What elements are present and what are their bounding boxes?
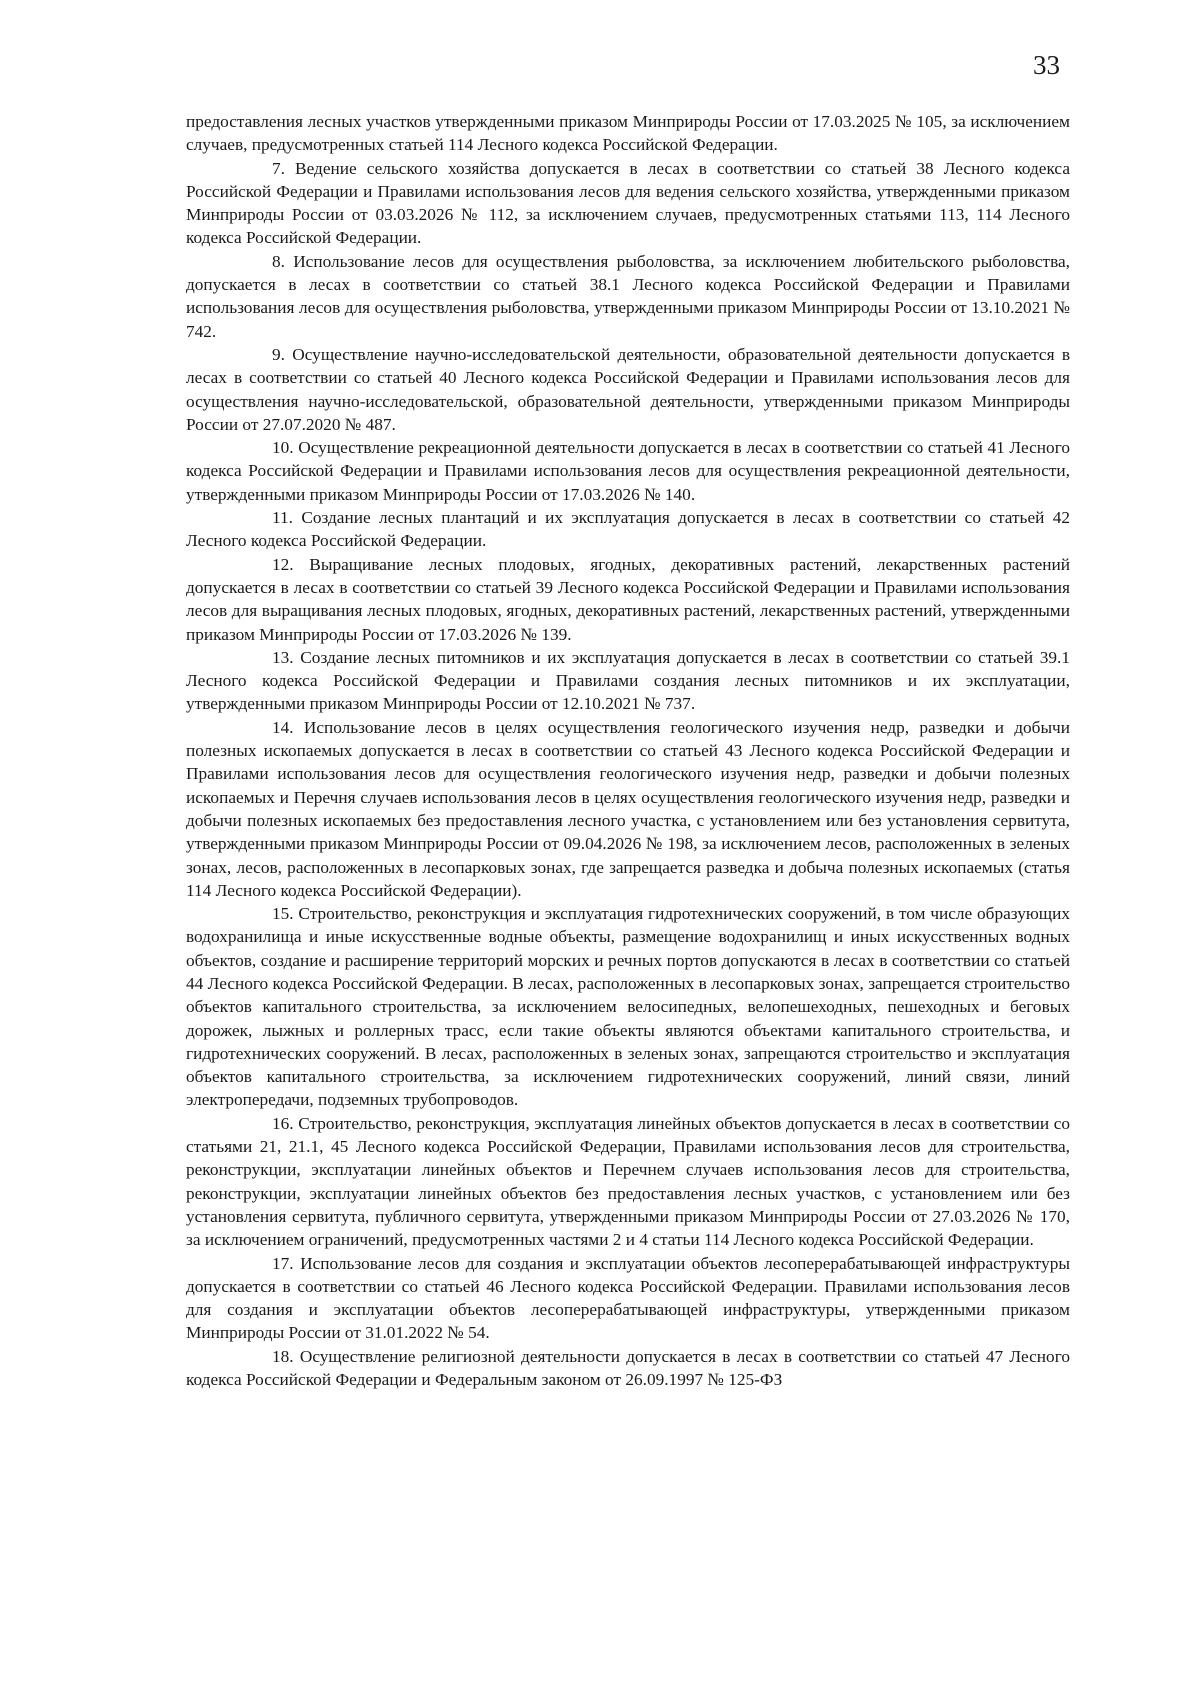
paragraph-18: 18. Осуществление религиозной деятельности допускается в лесах в соответствии со статьей 47 Лесного кодекса Российской Федерации и Федеральным законом от 26.09.1997 № 125-ФЗ <box>186 1346 1070 1390</box>
paragraph-9: 9. Осуществление научно-исследовательской деятельности, образовательной деятельности допускается в лесах в соответствии со статьей 40 Лесного кодекса Российской Федерации и Правилами использования лесов для осуществления научно-исследовательской, образовательной деятельности, утвержденными приказом Минприроды России от 27.07.2020 № 487. <box>186 344 1070 434</box>
document-body <box>186 110 1070 1391</box>
paragraph-15: 15. Строительство, реконструкция и эксплуатация гидротехнических сооружений, в том числе образующих водохранилища и иные искусственные водные объекты, размещение водохранилищ и иных искусственных водных объектов, создание и расширение территорий морских и речных портов допускаются в лесах в соответствии со статьей 44 Лесного кодекса Российской Федерации. В лесах, расположенных в лесопарковых зонах, запрещается строительство объектов капитального строительства, за исключением велосипедных, велопешеходных, пешеходных и беговых дорожек, лыжных и роллерных трасс, если такие объекты являются объектами капитального строительства, и гидротехнических сооружений. В лесах, расположенных в зеленых зонах, запрещаются строительство и эксплуатация объектов капитального строительства, за исключением гидротехнических сооружений, линий связи, линий электропередачи, подземных трубопроводов. <box>186 904 1070 1110</box>
paragraph-16: 16. Строительство, реконструкция, эксплуатация линейных объектов допускается в лесах в соответствии со статьями 21, 21.1, 45 Лесного кодекса Российской Федерации, Правилами использования лесов для строительства, реконструкции, эксплуатации линейных объектов и Перечнем случаев использования лесов для строительства, реконструкции, эксплуатации линейных объектов без предоставления лесных участков, с установлением или без установления сервитута, публичного сервитута, утвержденными приказом Минприроды России от 27.03.2026 № 170, за исключением ограничений, предусмотренных частями 2 и 4 статьи 114 Лесного кодекса Российской Федерации. <box>186 1113 1070 1250</box>
page-number: 33 <box>1033 50 1060 80</box>
paragraph-10: 10. Осуществление рекреационной деятельности допускается в лесах в соответствии со статьей 41 Лесного кодекса Российской Федерации и Правилами использования лесов для осуществления рекреационной деятельности, утвержденными приказом Минприроды России от 17.03.2026 № 140. <box>186 438 1070 504</box>
paragraph-11: 11. Создание лесных плантаций и их эксплуатация допускается в лесах в соответствии со статьей 42 Лесного кодекса Российской Федерации. <box>186 508 1070 551</box>
paragraph-17: 17. Использование лесов для создания и эксплуатации объектов лесоперерабатывающей инфраструктуры допускается в соответствии со статьей 46 Лесного кодекса Российской Федерации. Правилами использования лесов для создания и эксплуатации объектов лесоперерабатывающей инфраструктуры, утвержденными приказом Минприроды России от 31.01.2022 № 54. <box>186 1253 1070 1343</box>
paragraph-14: 14. Использование лесов в целях осуществления геологического изучения недр, разведки и добычи полезных ископаемых допускается в лесах в соответствии со статьей 43 Лесного кодекса Российской Федерации и Правилами использования лесов для осуществления геологического изучения недр, разведки и добычи полезных ископаемых и Перечня случаев использования лесов в целях осуществления геологического изучения недр, разведки и добычи полезных ископаемых без предоставления лесного участка, с установлением или без установления сервитута, утвержденными приказом Минприроды России от 09.04.2026 № 198, за исключением лесов, расположенных в зеленых зонах, лесов, расположенных в лесопарковых зонах, где запрещается разведка и добыча полезных ископаемых (статья 114 Лесного кодекса Российской Федерации). <box>186 717 1070 900</box>
paragraph-continuation: предоставления лесных участков утвержденными приказом Минприроды России от 17.03.2025 № 105, за исключением случаев, предусмотренных статьей 114 Лесного кодекса Российской Федерации. <box>186 112 1070 155</box>
paragraph-13: 13. Создание лесных питомников и их эксплуатация допускается в лесах в соответствии со статьей 39.1 Лесного кодекса Российской Федерации и Правилами создания лесных питомников и их эксплуатации, утвержденными приказом Минприроды России от 12.10.2021 № 737. <box>186 647 1070 714</box>
paragraph-8: 8. Использование лесов для осуществления рыболовства, за исключением любительского рыболовства, допускается в лесах в соответствии со статьей 38.1 Лесного кодекса Российской Федерации и Правилами использования лесов для осуществления рыболовства, утвержденными приказом Минприроды России от 13.10.2021 № 742. <box>186 251 1070 341</box>
paragraph-12: 12. Выращивание лесных плодовых, ягодных, декоративных растений, лекарственных растений допускается в лесах в соответствии со статьей 39 Лесного кодекса Российской Федерации и Правилами использования лесов для выращивания лесных плодовых, ягодных, декоративных растений, лекарственных растений, утвержденными приказом Минприроды России от 17.03.2026 № 139. <box>186 554 1070 644</box>
paragraph-7: 7. Ведение сельского хозяйства допускается в лесах в соответствии со статьей 38 Лесного кодекса Российской Федерации и Правилами использования лесов для ведения сельского хозяйства, утвержденными приказом Минприроды России от 03.03.2026 № 112, за исключением случаев, предусмотренных статьями 113, 114 Лесного кодекса Российской Федерации. <box>186 158 1070 248</box>
